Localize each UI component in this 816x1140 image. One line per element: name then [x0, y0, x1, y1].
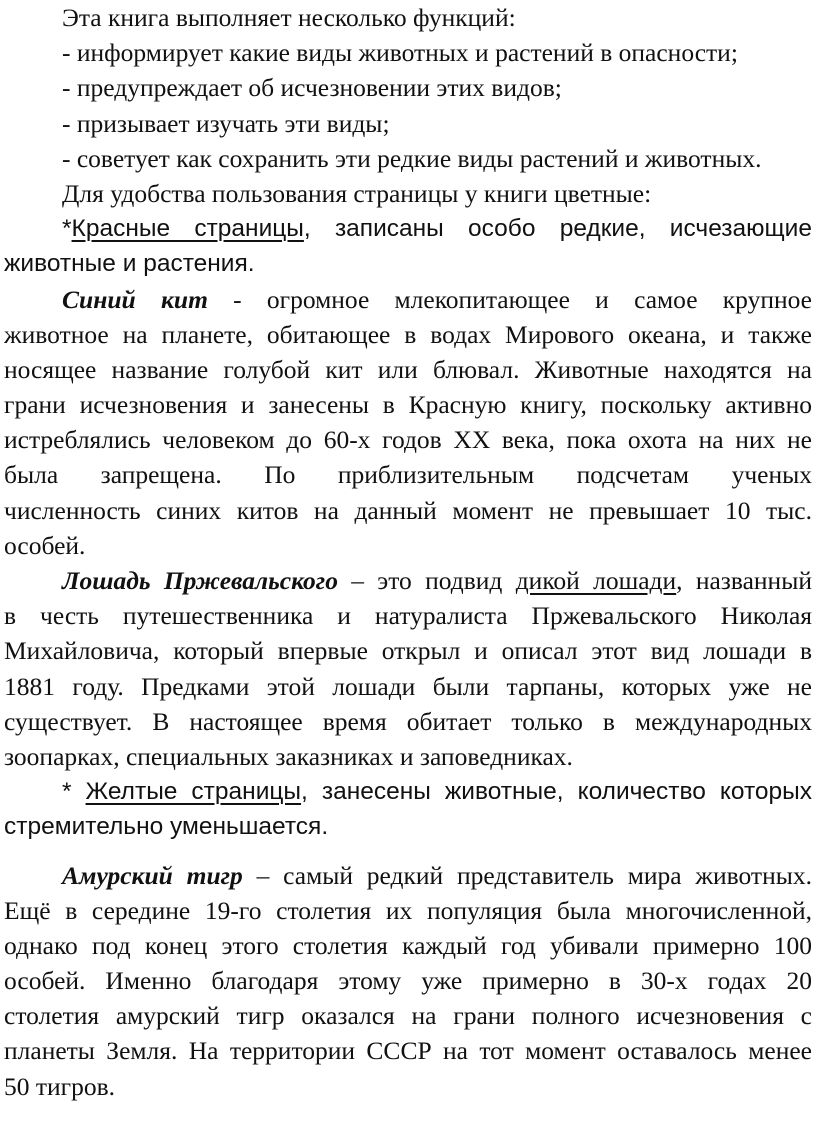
horse-line-5: зоопарках, специальных заказниках и заповедниках.: [4, 741, 573, 771]
yellow-pages-link[interactable]: Желтые страницы: [85, 778, 302, 806]
whale-line-7: особей.: [4, 530, 86, 560]
tiger-line-2: однако под конец этого столетия каждый год убивали примерно 100: [4, 930, 812, 960]
tiger-line-4: столетия амурский тигр оказался на грани полного исчезновения с: [4, 1001, 812, 1031]
whale-line-6: численность синих китов на данный момент не превышает 10 тыс.: [4, 495, 812, 525]
tiger-text-rest: – самый редкий представитель мира животных.: [242, 860, 812, 890]
tiger-line-1: Ещё в середине 19-го столетия их популяция была многочисленной,: [4, 895, 812, 925]
red-star: *: [62, 215, 72, 243]
whale-name: Синий кит: [62, 284, 208, 314]
yellow-star: *: [62, 778, 86, 806]
horse-line-2: Михайловича, который впервые открыл и описал этот вид лошади в: [4, 636, 812, 666]
wild-horse-link[interactable]: дикой лошади: [515, 566, 677, 595]
whale-line-2: носящее название голубой кит или блювал. Животные находятся на: [4, 354, 812, 384]
whale-line-1: животное на планете, обитающее в водах Мирового океана, и также: [4, 319, 812, 349]
tiger-name: Амурский тигр: [62, 860, 243, 890]
tiger-line-6: 50 тигров.: [4, 1071, 116, 1101]
tiger-line-3: особей. Именно благодаря этому уже примерно в 30-х годах 20: [4, 966, 812, 996]
red-pages-line: [4, 211, 812, 246]
horse-paragraph-first: [4, 563, 812, 598]
document-page: [4, 0, 812, 1104]
red-pages-link[interactable]: Красные страницы: [71, 215, 304, 243]
horse-line-1: в честь путешественника и натуралиста Пржевальского Николая: [4, 601, 812, 631]
whale-line-5: была запрещена. По приблизительным подсчетам ученых: [4, 460, 812, 490]
intro-item-preserve: - советует как сохранить эти редкие виды растений и животных.: [62, 143, 762, 173]
horse-name: Лошадь Пржевальского: [62, 566, 338, 595]
intro-item-warn: - предупреждает об исчезновении этих видов;: [62, 73, 562, 103]
yellow-pages-line: [4, 774, 812, 809]
red-pages-line-2: животные и растения.: [4, 250, 255, 278]
intro-colors-note: Для удобства пользования страницы у книги цветные:: [62, 178, 652, 208]
intro-heading: Эта книга выполняет несколько функций:: [62, 3, 516, 32]
horse-text-rest: , названный: [676, 566, 812, 595]
horse-line-3: 1881 году. Предками этой лошади были тарпаны, которых уже не: [4, 671, 812, 701]
whale-text-0: - огромное млекопитающее и самое крупное: [207, 284, 812, 314]
tiger-paragraph-first: [4, 858, 812, 893]
yellow-pages-line-2: стремительно уменьшается.: [4, 813, 329, 841]
whale-line-3: грани исчезновения и занесены в Красную книгу, поскольку активно: [4, 390, 812, 420]
tiger-line-5: планеты Земля. На территории СССР на тот момент оставалось менее: [4, 1036, 812, 1066]
intro-item-study: - призывает изучать эти виды;: [62, 108, 390, 138]
red-pages-text: , записаны особо редкие, исчезающие: [303, 215, 812, 243]
whale-line-4: истреблялись человеком до 60-х годов XX века, пока охота на них не: [4, 425, 812, 455]
horse-line-4: существует. В настоящее время обитает только в международных: [4, 706, 812, 736]
intro-item-inform: - информирует какие виды животных и растений в опасности;: [62, 38, 738, 68]
whale-paragraph-first: [4, 282, 812, 317]
horse-dash: – это подвид: [337, 566, 516, 595]
yellow-pages-text: , занесены животные, количество которых: [301, 778, 812, 806]
